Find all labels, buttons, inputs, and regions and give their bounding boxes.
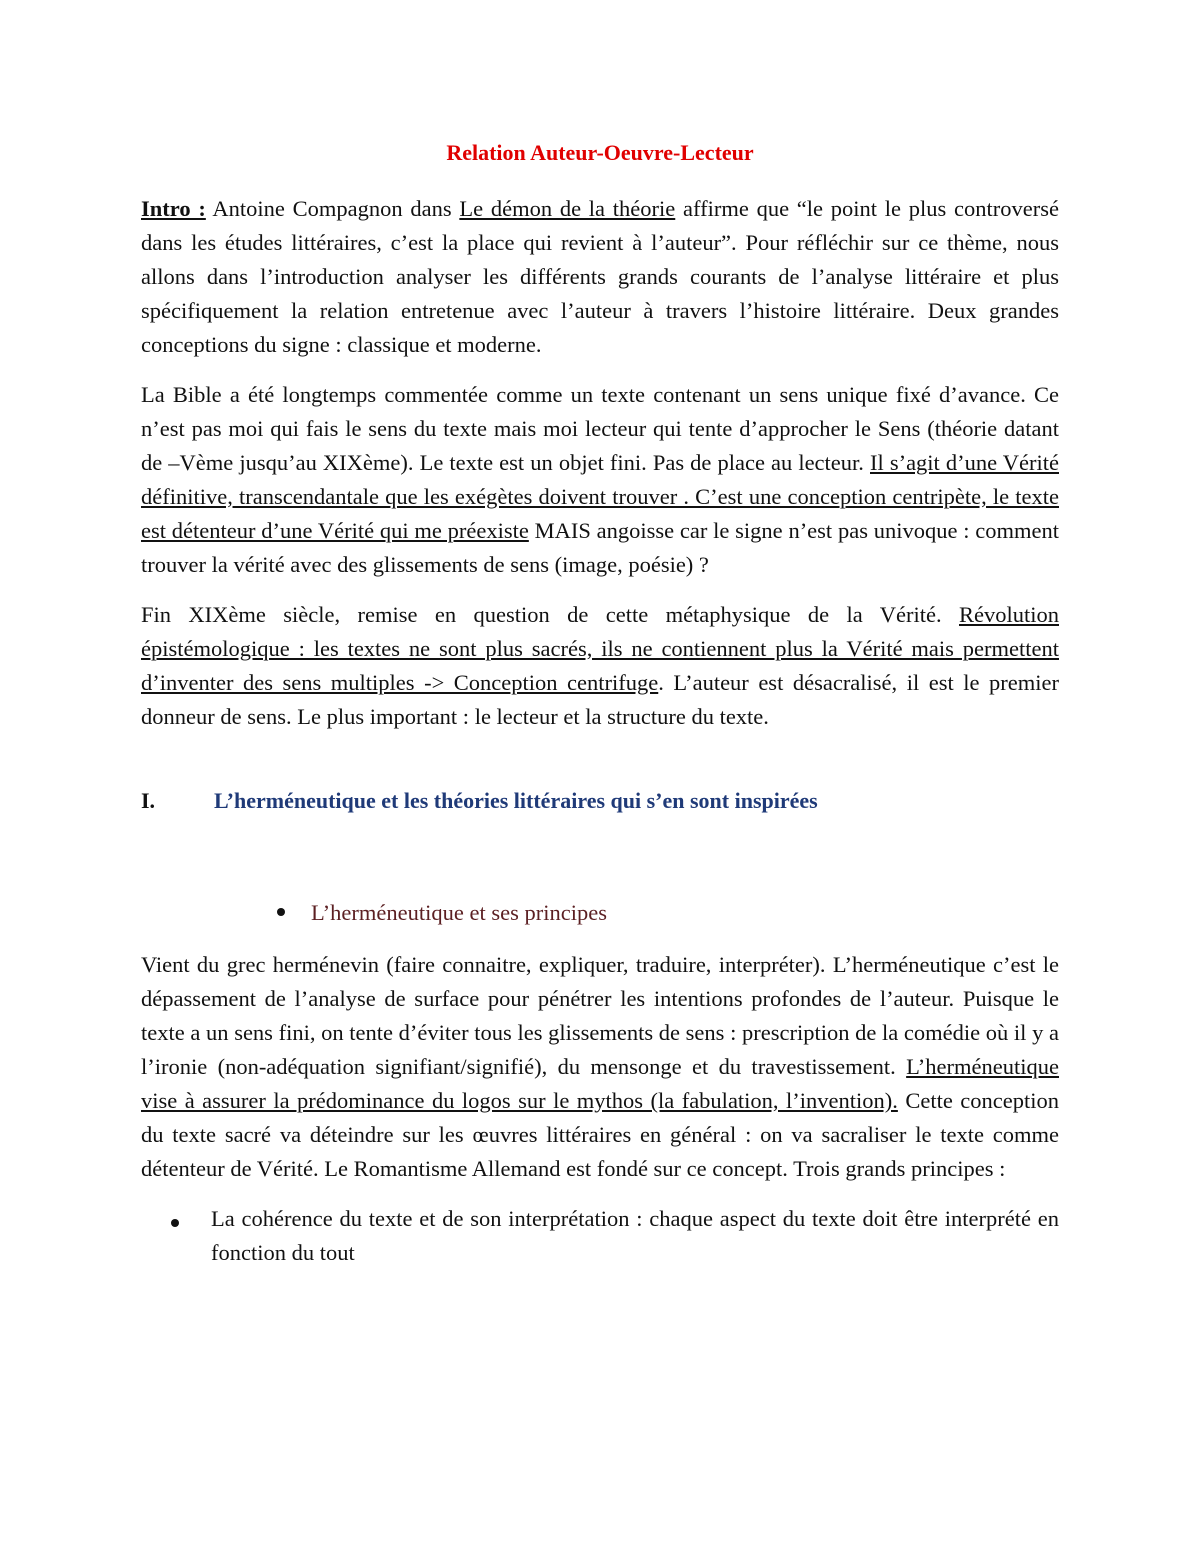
bible-text-1: La Bible a été longtemps commentée comme un texte contenant un sens unique fixé d’avance. Ce n’est pas moi qui fais le sens du texte mais moi lecteur qui tente d’approcher le Sens (théorie datant de –Vème jusqu’au XIXème). Le texte est un objet fini. Pas de place au lecteur.	[141, 382, 1059, 475]
fin-underlined: Révolution épistémologique : les textes ne sont plus sacrés, ils ne contiennent plus la Vérité mais permettent d’inventer des sens multiples -> Conception centrifuge	[141, 602, 1059, 695]
subsection-heading	[141, 896, 1059, 930]
fin-text-1: Fin XIXème siècle, remise en question de cette métaphysique de la Vérité.	[141, 602, 959, 627]
vient-underlined: L’herméneutique vise à assurer la prédominance du logos sur le mythos (la fabulation, l’invention).	[141, 1054, 1059, 1113]
section-number: I.	[141, 788, 156, 813]
intro-text-1: Antoine Compagnon dans	[205, 196, 460, 221]
vient-text-2: Cette conception du texte sacré va déteindre sur les œuvres littéraires en général : on va sacraliser le texte comme détenteur de Vérité. Le Romantisme Allemand est fondé sur ce concept. Trois grands principes :	[141, 1088, 1059, 1181]
intro-text-2: affirme que “le point le plus controversé dans les études littéraires, c’est la place qui revient à l’auteur”. Pour réfléchir sur ce thème, nous allons dans l’introduction analyser les différents grands courants de l’analyse littéraire et plus spécifiquement la relation entretenue avec l’auteur à travers l’histoire littéraire. Deux grandes conceptions du signe : classique et moderne.	[141, 196, 1059, 357]
list-item	[141, 1202, 1059, 1270]
bullet-icon	[277, 908, 285, 916]
vient-text-1: Vient du grec herménevin (faire connaitre, expliquer, traduire, interpréter). L’herméneutique c’est le dépassement de l’analyse de surface pour pénétrer les intentions profondes de l’auteur. Puisque le texte a un sens fini, on tente d’éviter tous les glissements de sens : prescription de la comédie où il y a l’ironie (non-adéquation signifiant/signifié), du mensonge et du travestissement.	[141, 952, 1059, 1079]
bible-underlined: Il s’agit d’une Vérité définitive, transcendantale que les exégètes doivent trouver . C’est une conception centripète, le texte est détenteur d’une Vérité qui me préexiste	[141, 450, 1059, 543]
hermeneutique-paragraph	[141, 948, 1059, 1186]
principle-text: La cohérence du texte et de son interprétation : chaque aspect du texte doit être interprété en fonction du tout	[211, 1206, 1059, 1265]
fin-paragraph	[141, 598, 1059, 734]
intro-label: Intro :	[141, 196, 206, 221]
document-title: Relation Auteur-Oeuvre-Lecteur	[446, 140, 754, 165]
book-title: Le démon de la théorie	[459, 196, 676, 221]
fin-text-2: . L’auteur est désacralisé, il est le premier donneur de sens. Le plus important : le lecteur et la structure du texte.	[141, 670, 1059, 729]
section-heading	[141, 784, 1059, 818]
bible-paragraph	[141, 378, 1059, 582]
section-title: L’herméneutique et les théories littéraires qui s’en sont inspirées	[214, 788, 818, 813]
bullet-icon	[171, 1219, 179, 1227]
subsection-title: L’herméneutique et ses principes	[311, 900, 607, 925]
document-body	[141, 136, 1059, 1270]
intro-paragraph	[141, 192, 1059, 362]
bible-text-2: MAIS angoisse car le signe n’est pas univoque : comment trouver la vérité avec des glissements de sens (image, poésie) ?	[141, 518, 1059, 577]
